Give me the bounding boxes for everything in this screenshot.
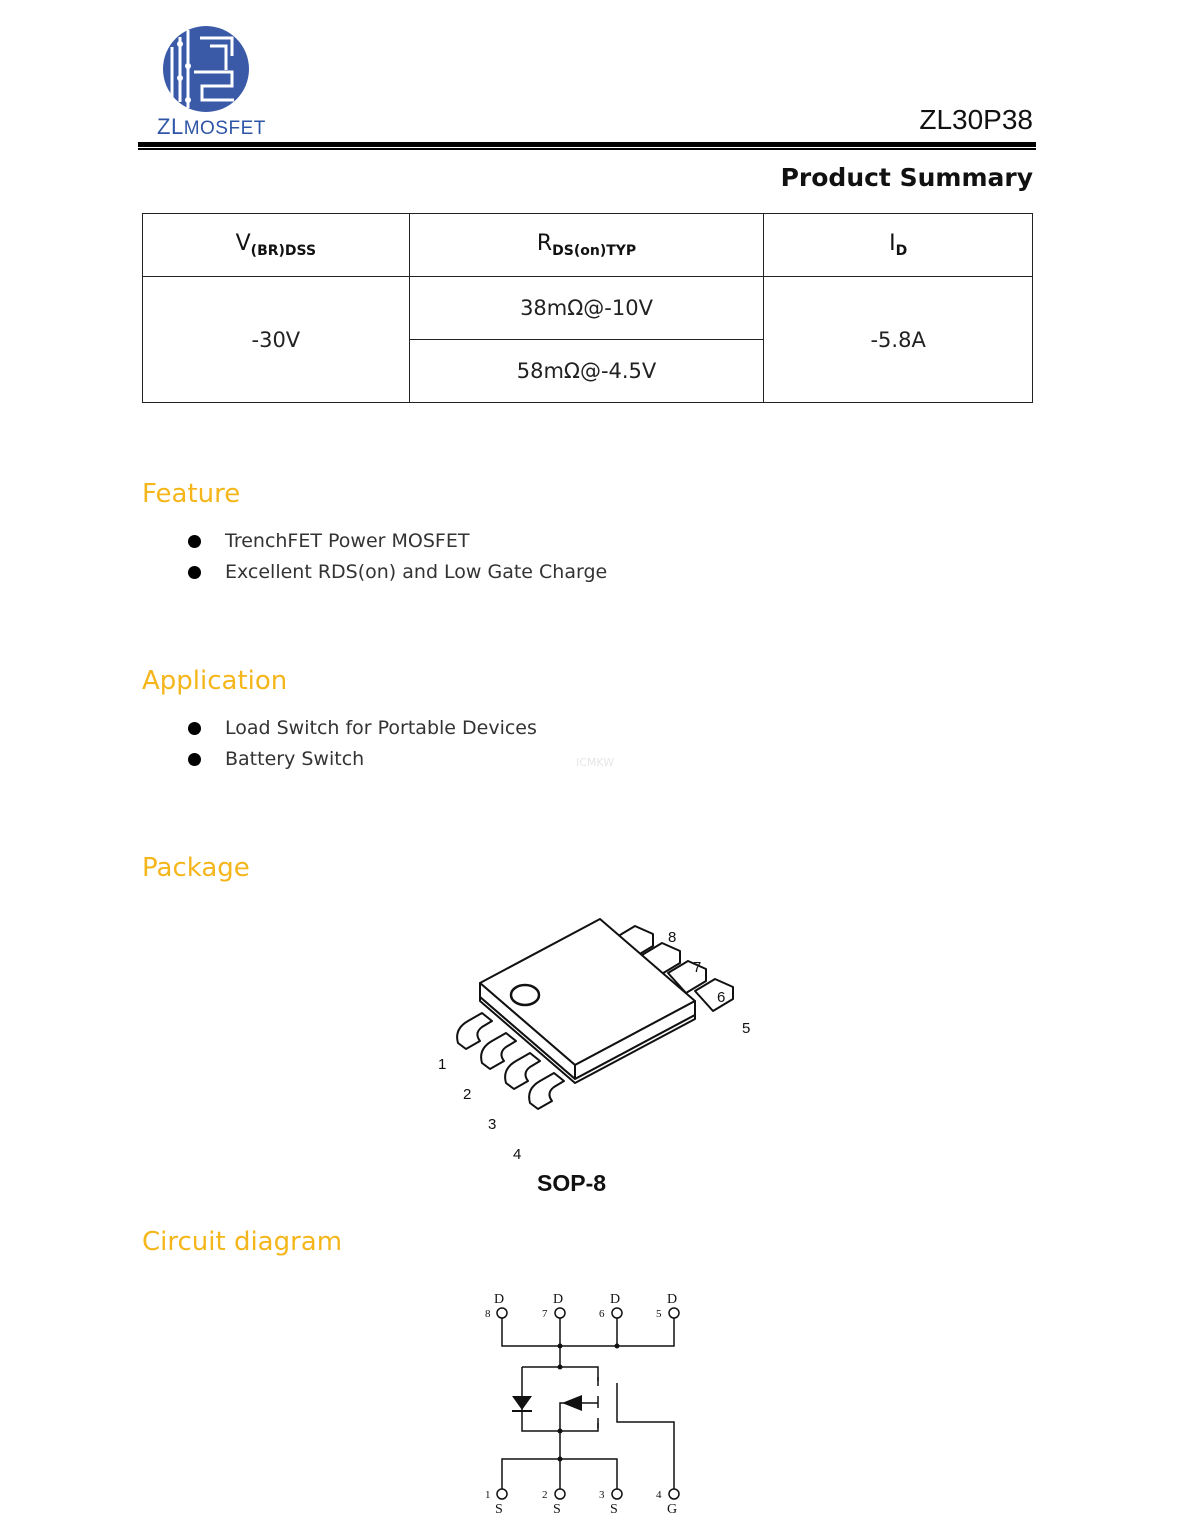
pin-label-1: 1: [438, 1056, 447, 1073]
pin-label-3: 3: [488, 1116, 497, 1133]
cell-vds: -30V: [143, 277, 410, 403]
cell-rds-10v: 38mΩ@-10V: [409, 277, 764, 340]
feature-list: [185, 526, 607, 588]
pin-name-8: D: [494, 1292, 505, 1307]
pin-num-5: 5: [656, 1308, 662, 1320]
part-number: ZL30P38: [919, 104, 1033, 135]
package-label: SOP-8: [537, 1170, 607, 1196]
cell-rds-4v5: 58mΩ@-4.5V: [409, 340, 764, 403]
pin-num-1: 1: [485, 1489, 491, 1501]
table-row: [143, 277, 1033, 340]
pin-label-8: 8: [668, 929, 677, 946]
pin-num-4: 4: [656, 1489, 662, 1501]
pin-name-4: G: [667, 1502, 678, 1517]
logo-wordmark: ZLMOSFET: [157, 114, 266, 139]
list-item: Battery Switch: [185, 744, 537, 775]
list-item: Load Switch for Portable Devices: [185, 713, 537, 744]
pin-label-6: 6: [717, 989, 726, 1006]
list-item: TrenchFET Power MOSFET: [185, 526, 607, 557]
table-header-row: [143, 214, 1033, 277]
pin-label-5: 5: [742, 1020, 751, 1037]
pin-num-3: 3: [599, 1489, 605, 1501]
feature-title: Feature: [142, 479, 241, 509]
application-title: Application: [142, 666, 288, 696]
pin-num-7: 7: [542, 1308, 548, 1320]
package-title: Package: [142, 853, 250, 883]
pin-num-8: 8: [485, 1308, 491, 1320]
pin-num-6: 6: [599, 1308, 605, 1320]
cell-id: -5.8A: [764, 277, 1033, 403]
header-rule-thin: [138, 148, 1036, 150]
product-summary-table: [142, 213, 1033, 403]
pin-name-5: D: [667, 1292, 678, 1307]
watermark: ICMKW: [576, 756, 615, 769]
pin1-marker: [511, 985, 539, 1005]
list-item: Excellent RDS(on) and Low Gate Charge: [185, 557, 607, 588]
circuit-diagram: [470, 1285, 710, 1520]
header-rule-thick: [138, 142, 1036, 147]
pin-label-4: 4: [513, 1146, 522, 1163]
pin-name-7: D: [553, 1292, 564, 1307]
pin-name-3: S: [610, 1502, 618, 1517]
sop8-package-illustration: [420, 905, 780, 1175]
circuit-diagram-title: Circuit diagram: [142, 1227, 343, 1257]
application-list: [185, 713, 537, 775]
pin-num-2: 2: [542, 1489, 548, 1501]
pin-name-6: D: [610, 1292, 621, 1307]
header-id: $I_D$: [764, 214, 1033, 277]
pin-label-2: 2: [463, 1086, 472, 1103]
pin-name-2: S: [553, 1502, 561, 1517]
header-vbrdss: $V_{(BR)DSS}$: [143, 214, 410, 277]
pin-name-1: S: [495, 1502, 503, 1517]
header-rdson: $R_{DS(on)TYP}$: [409, 214, 764, 277]
product-summary-title: Product Summary: [780, 163, 1033, 192]
pin-label-7: 7: [693, 959, 702, 976]
